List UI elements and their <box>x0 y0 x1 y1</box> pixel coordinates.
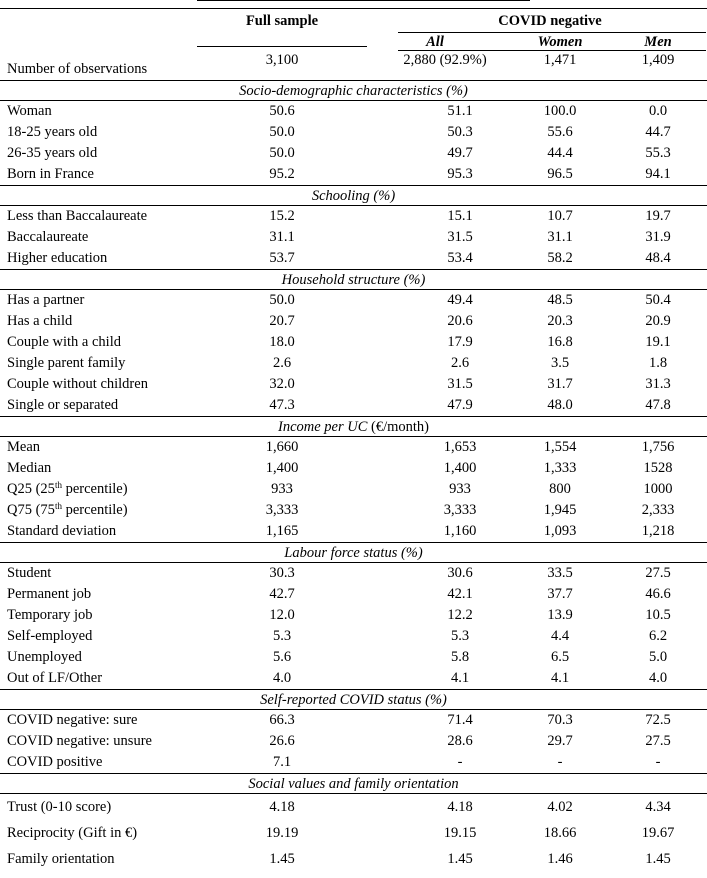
cell-value: 800 <box>549 481 571 497</box>
row-label-text: Unemployed <box>7 649 82 665</box>
cell-value: 1.45 <box>645 851 671 867</box>
table-row <box>0 332 707 353</box>
cell-value: 1,093 <box>543 523 577 539</box>
table-row <box>0 437 707 458</box>
cell-value: - <box>557 754 563 770</box>
row-label-text: Less than Baccalaureate <box>7 208 148 224</box>
section-title-text: Household structure (%) <box>281 272 426 288</box>
top-rule-short <box>197 0 530 1</box>
section-title-text: Socio-demographic characteristics (%) <box>239 83 468 99</box>
row-label <box>7 103 52 120</box>
section-title-unit: (€/month) <box>367 419 430 435</box>
table-row <box>0 563 707 584</box>
cell-value: 37.7 <box>547 586 573 602</box>
row-label-text: Out of LF/Other <box>7 670 103 686</box>
row-label-text: Baccalaureate <box>7 229 89 245</box>
table-row <box>0 290 707 311</box>
cell-value: 5.0 <box>648 649 668 665</box>
cell-value: 17.9 <box>447 334 473 350</box>
row-label <box>7 607 93 624</box>
row-label <box>7 334 121 351</box>
row-label <box>7 376 148 393</box>
table-row <box>0 101 707 122</box>
cell-value: 1,400 <box>265 460 299 476</box>
top-rule <box>0 8 707 9</box>
row-label-text: COVID positive <box>7 754 103 770</box>
section-title <box>0 417 707 437</box>
table-row <box>0 584 707 605</box>
row-label <box>7 166 94 183</box>
cell-value: 1,218 <box>641 523 675 539</box>
row-label-text: Born in France <box>7 166 94 182</box>
table-row <box>0 374 707 395</box>
cell-value: 44.4 <box>547 145 573 161</box>
table-row <box>0 626 707 647</box>
cell-value: 51.1 <box>447 103 473 119</box>
cell-value: 5.3 <box>272 628 292 644</box>
cell-value: 1,400 <box>443 460 477 476</box>
cell-value: 3,333 <box>443 502 477 518</box>
cell-value: 19.7 <box>645 208 671 224</box>
row-label-text: Single or separated <box>7 397 119 413</box>
section-title <box>0 543 707 563</box>
cell-value: 5.6 <box>272 649 292 665</box>
cell-value: 12.2 <box>447 607 473 623</box>
table-row <box>0 823 707 844</box>
cell-value: 48.0 <box>547 397 573 413</box>
row-label-text: Couple without children <box>7 376 148 392</box>
cell-value: 10.5 <box>645 607 671 623</box>
cell-value: 4.18 <box>269 799 295 815</box>
cell-value: 96.5 <box>547 166 573 182</box>
cell-value: 32.0 <box>269 376 295 392</box>
row-label-text: Standard deviation <box>7 523 117 539</box>
table-row <box>0 122 707 143</box>
cell-value: 1,333 <box>543 460 577 476</box>
row-label-text: Higher education <box>7 250 108 266</box>
row-label-text: Single parent family <box>7 355 126 371</box>
row-label <box>7 649 82 666</box>
cell-value: 10.7 <box>547 208 573 224</box>
table-row <box>0 395 707 416</box>
row-label <box>7 825 137 842</box>
row-label <box>7 124 97 141</box>
cell-value: 50.6 <box>269 103 295 119</box>
cell-value: 1528 <box>643 460 673 476</box>
header-full-sample: Full sample <box>245 13 319 29</box>
cell-value: 58.2 <box>547 250 573 266</box>
table-row <box>0 521 707 542</box>
cell-value: 30.3 <box>269 565 295 581</box>
table-row <box>0 605 707 626</box>
obs-women: 1,471 <box>543 52 577 68</box>
header-covid-negative: COVID negative <box>498 13 602 29</box>
cell-value: 20.7 <box>269 313 295 329</box>
cell-value: 50.3 <box>447 124 473 140</box>
row-label-text: Trust (0-10 score) <box>7 799 112 815</box>
row-label-text: Permanent job <box>7 586 92 602</box>
cell-value: 33.5 <box>547 565 573 581</box>
row-label-text: Median <box>7 460 52 476</box>
cell-value: 31.5 <box>447 376 473 392</box>
cell-value: 47.3 <box>269 397 295 413</box>
table-row <box>0 227 707 248</box>
row-label <box>7 229 88 246</box>
row-label-text: Q25 (25 <box>7 481 55 497</box>
table-row <box>0 500 707 521</box>
section-title-text: Labour force status (%) <box>284 545 423 561</box>
cell-value: 27.5 <box>645 565 671 581</box>
cell-value: 1,554 <box>543 439 577 455</box>
cell-value: 55.6 <box>547 124 573 140</box>
header-women: Women <box>537 34 583 50</box>
cell-value: 49.4 <box>447 292 473 308</box>
cell-value: 5.8 <box>450 649 470 665</box>
section-title <box>0 690 707 710</box>
table-row <box>0 206 707 227</box>
cell-value: 49.7 <box>447 145 473 161</box>
section-title-text: Income per UC <box>277 419 368 435</box>
table-row <box>0 797 707 818</box>
cell-value: 933 <box>449 481 471 497</box>
table-row <box>0 668 707 689</box>
cell-value: 2.6 <box>272 355 292 371</box>
row-label <box>7 586 91 603</box>
cell-value: 30.6 <box>447 565 473 581</box>
row-label <box>7 355 125 372</box>
table-row <box>0 458 707 479</box>
section-title <box>0 81 707 101</box>
obs-full: 3,100 <box>265 52 299 68</box>
cell-value: 1000 <box>643 481 673 497</box>
row-label-text: Temporary job <box>7 607 93 623</box>
row-label <box>7 397 118 414</box>
cell-value: 18.66 <box>543 825 577 841</box>
row-label-text: COVID negative: unsure <box>7 733 152 749</box>
cell-value: 4.18 <box>447 799 473 815</box>
cell-value: 1.46 <box>547 851 573 867</box>
cell-value: 42.7 <box>269 586 295 602</box>
cell-value: 50.0 <box>269 292 295 308</box>
section-title <box>0 774 707 794</box>
cell-value: 48.5 <box>547 292 573 308</box>
row-label-superscript: th <box>54 480 62 490</box>
cell-value: 42.1 <box>447 586 473 602</box>
cell-value: 15.1 <box>447 208 473 224</box>
table-row <box>0 248 707 269</box>
row-label <box>7 754 102 771</box>
cell-value: 1,653 <box>443 439 477 455</box>
cell-value: 1.8 <box>648 355 668 371</box>
table-row <box>0 710 707 731</box>
section-rule <box>0 793 707 794</box>
cell-value: 31.1 <box>547 229 573 245</box>
section-title <box>0 186 707 206</box>
row-label <box>7 481 128 498</box>
row-label <box>7 670 102 687</box>
cell-value: 26.6 <box>269 733 295 749</box>
cell-value: 19.19 <box>265 825 299 841</box>
cell-value: 3.5 <box>550 355 570 371</box>
cell-value: 47.9 <box>447 397 473 413</box>
cell-value: 1.45 <box>447 851 473 867</box>
section-title-text: Social values and family orientation <box>248 776 459 792</box>
cell-value: 1,756 <box>641 439 675 455</box>
row-label <box>7 145 97 162</box>
cell-value: 71.4 <box>447 712 473 728</box>
row-label-text: Q75 (75 <box>7 502 55 518</box>
obs-label: Number of observations <box>7 61 148 77</box>
cell-value: 4.1 <box>550 670 570 686</box>
table-row <box>0 752 707 773</box>
row-label <box>7 208 147 225</box>
cell-value: 18.0 <box>269 334 295 350</box>
row-label-superscript: th <box>54 501 62 511</box>
table-row <box>0 311 707 332</box>
row-label <box>7 523 116 540</box>
cell-value: 19.1 <box>645 334 671 350</box>
row-label <box>7 565 51 582</box>
cell-value: 19.67 <box>641 825 675 841</box>
row-label-text: Has a partner <box>7 292 85 308</box>
cell-value: 70.3 <box>547 712 573 728</box>
cell-value: 48.4 <box>645 250 671 266</box>
cell-value: 1,945 <box>543 502 577 518</box>
cell-value: 15.2 <box>269 208 295 224</box>
section-title-text: Schooling (%) <box>311 188 396 204</box>
cell-value: 20.6 <box>447 313 473 329</box>
row-label-text: Student <box>7 565 52 581</box>
table-row <box>0 849 707 870</box>
row-label <box>7 460 51 477</box>
header-men: Men <box>644 34 672 50</box>
cell-value: 31.9 <box>645 229 671 245</box>
cell-value: 53.7 <box>269 250 295 266</box>
cell-value: 13.9 <box>547 607 573 623</box>
row-label <box>7 502 128 519</box>
cell-value: 27.5 <box>645 733 671 749</box>
header-all: All <box>426 34 444 50</box>
cell-value: 4.34 <box>645 799 671 815</box>
cell-value: 95.2 <box>269 166 295 182</box>
row-label <box>7 799 111 816</box>
obs-men: 1,409 <box>641 52 675 68</box>
cell-value: 28.6 <box>447 733 473 749</box>
row-label <box>7 712 137 729</box>
row-label <box>7 250 107 267</box>
row-label-text: 26-35 years old <box>7 145 98 161</box>
cell-value: 20.3 <box>547 313 573 329</box>
cell-value: 72.5 <box>645 712 671 728</box>
cell-value: 94.1 <box>645 166 671 182</box>
cell-value: 5.3 <box>450 628 470 644</box>
cell-value: 19.15 <box>443 825 477 841</box>
section-title <box>0 270 707 290</box>
row-label <box>7 733 152 750</box>
row-label-suffix: percentile) <box>61 481 128 497</box>
cell-value: 0.0 <box>648 103 668 119</box>
row-label-text: COVID negative: sure <box>7 712 138 728</box>
cell-value: 4.0 <box>272 670 292 686</box>
cell-value: 53.4 <box>447 250 473 266</box>
row-label <box>7 628 92 645</box>
cell-value: 1,160 <box>443 523 477 539</box>
row-label-text: Reciprocity (Gift in €) <box>7 825 138 841</box>
row-label-text: Has a child <box>7 313 73 329</box>
cell-value: 4.4 <box>550 628 570 644</box>
table-row <box>0 647 707 668</box>
row-label <box>7 313 72 330</box>
cell-value: 4.02 <box>547 799 573 815</box>
full-sample-underline <box>197 46 367 47</box>
cell-value: - <box>457 754 463 770</box>
row-label-suffix: percentile) <box>61 502 128 518</box>
cell-value: - <box>655 754 661 770</box>
cell-value: 12.0 <box>269 607 295 623</box>
cell-value: 3,333 <box>265 502 299 518</box>
table-row <box>0 143 707 164</box>
row-label-text: Couple with a child <box>7 334 121 350</box>
cell-value: 2,333 <box>641 502 675 518</box>
row-label <box>7 292 84 309</box>
cell-value: 16.8 <box>547 334 573 350</box>
row-label <box>7 851 115 868</box>
cell-value: 44.7 <box>645 124 671 140</box>
cell-value: 31.5 <box>447 229 473 245</box>
cell-value: 4.0 <box>648 670 668 686</box>
cell-value: 46.6 <box>645 586 671 602</box>
cell-value: 6.2 <box>648 628 668 644</box>
cell-value: 31.1 <box>269 229 295 245</box>
cell-value: 50.4 <box>645 292 671 308</box>
table-row <box>0 164 707 185</box>
cell-value: 2.6 <box>450 355 470 371</box>
obs-all: 2,880 (92.9%) <box>403 52 487 68</box>
cell-value: 50.0 <box>269 124 295 140</box>
cell-value: 100.0 <box>543 103 577 119</box>
cell-value: 1,165 <box>265 523 299 539</box>
row-label-text: Self-employed <box>7 628 93 644</box>
cell-value: 29.7 <box>547 733 573 749</box>
cell-value: 933 <box>271 481 293 497</box>
row-label-text: Woman <box>7 103 52 119</box>
table-row <box>0 731 707 752</box>
cell-value: 6.5 <box>550 649 570 665</box>
cell-value: 66.3 <box>269 712 295 728</box>
cell-value: 47.8 <box>645 397 671 413</box>
cell-value: 1,660 <box>265 439 299 455</box>
section-title-text: Self-reported COVID status (%) <box>260 692 447 708</box>
row-label-text: Family orientation <box>7 851 115 867</box>
cell-value: 31.7 <box>547 376 573 392</box>
cell-value: 1.45 <box>269 851 295 867</box>
cell-value: 31.3 <box>645 376 671 392</box>
cell-value: 7.1 <box>272 754 292 770</box>
table-row <box>0 479 707 500</box>
cell-value: 95.3 <box>447 166 473 182</box>
row-label-text: 18-25 years old <box>7 124 98 140</box>
cell-value: 50.0 <box>269 145 295 161</box>
table-row <box>0 353 707 374</box>
row-label <box>7 439 40 456</box>
row-label-text: Mean <box>7 439 41 455</box>
cell-value: 4.1 <box>450 670 470 686</box>
cell-value: 20.9 <box>645 313 671 329</box>
cell-value: 55.3 <box>645 145 671 161</box>
